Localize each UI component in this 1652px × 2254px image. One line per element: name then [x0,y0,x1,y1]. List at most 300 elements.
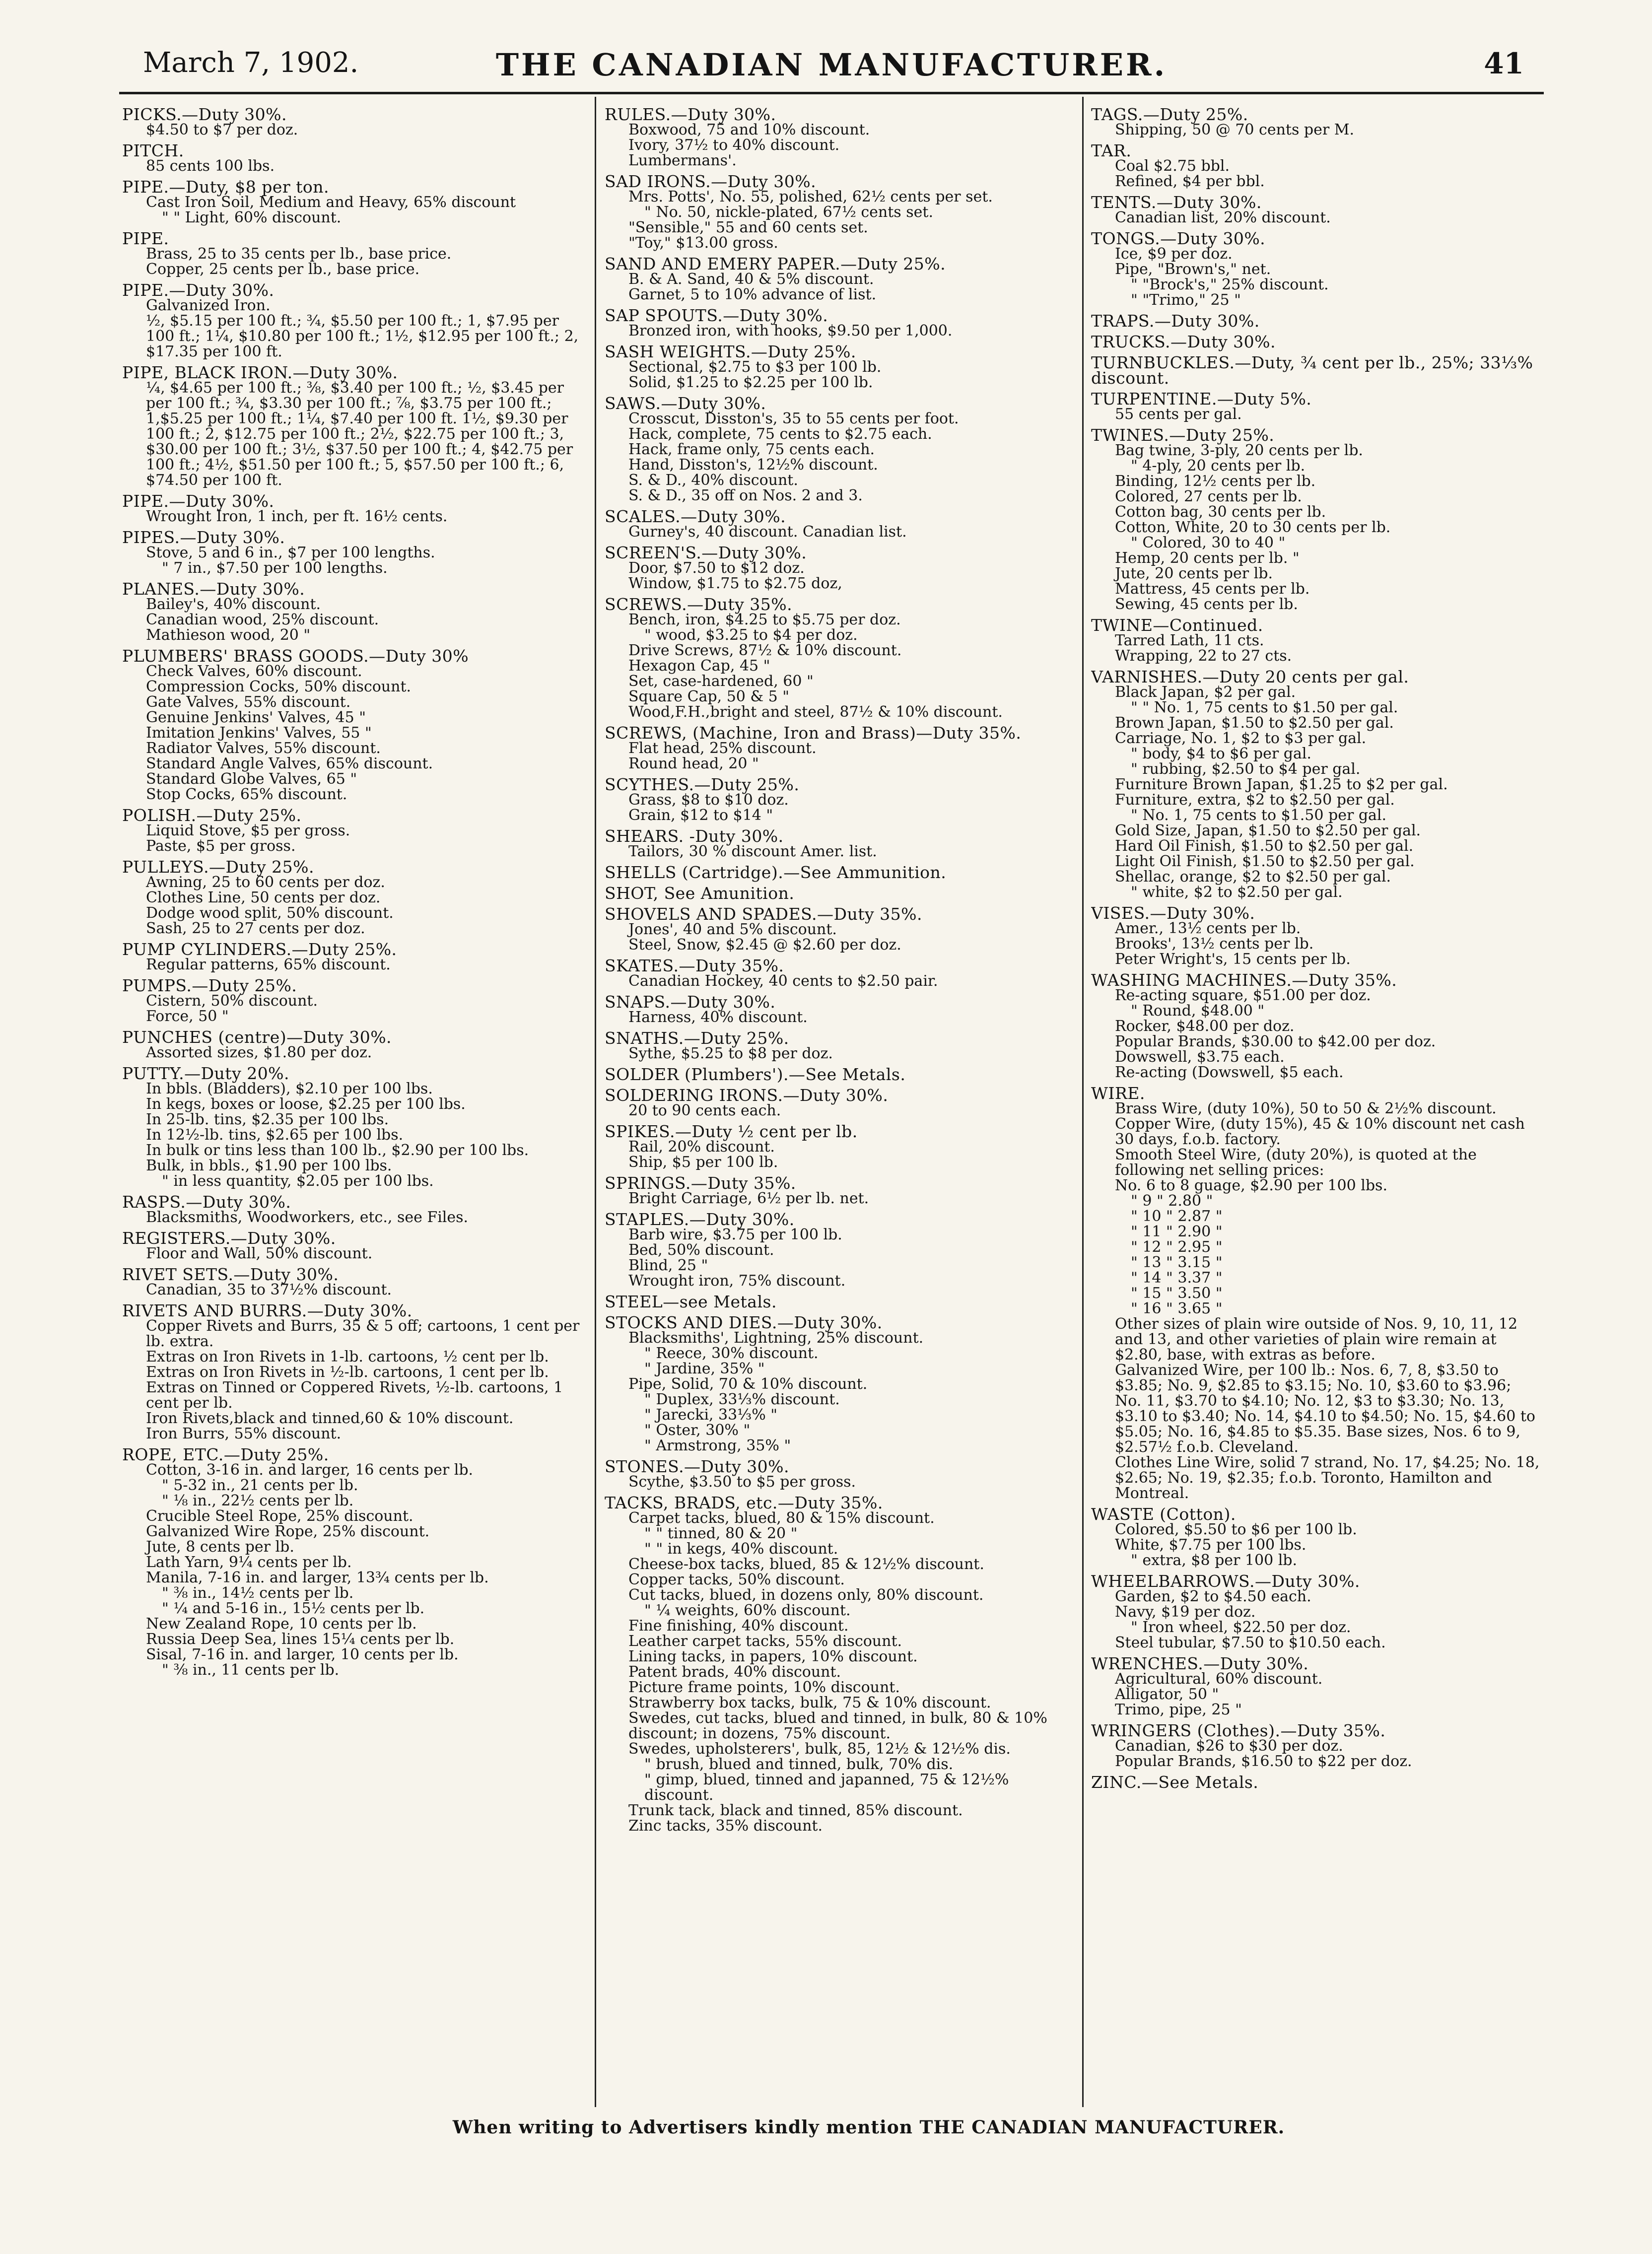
entry-line: Square Cap, 50 & 5 " [628,688,790,705]
entry-line: Check Valves, 60% discount. [146,663,362,680]
entry-heading: SCYTHES.—Duty 25%. [605,775,800,794]
price-entry [122,1267,586,1298]
entry-line: Light Oil Finish, $1.50 to $2.50 per gal. [1115,853,1415,870]
entry-line: " " in kegs, 40% discount. [644,1540,838,1558]
entry-line: Wood,F.H.,bright and steel, 87½ & 10% discount. [628,703,1003,721]
price-entry [122,1029,586,1060]
entry-heading: VARNISHES.—Duty 20 cents per gal. [1091,667,1409,686]
price-entry [1091,1086,1540,1501]
price-entry [122,859,586,936]
entry-heading: PLANES.—Duty 30%. [122,579,305,599]
entry-line: Gurney's, 40 discount. Canadian list. [628,523,907,541]
entry-heading: SAP SPOUTS.—Duty 30%. [605,306,828,325]
entry-line: Swedes, cut tacks, blued and tinned, in bulk, 80 & 10% discount; in dozens, 75% discount. [628,1709,1047,1742]
price-entry [122,530,586,576]
entry-line: Tarred Lath, 11 cts. [1115,632,1264,649]
entry-line: " " tinned, 80 & 20 " [644,1525,798,1542]
price-entry [605,886,1076,901]
entry-heading: SAND AND EMERY PAPER.—Duty 25%. [605,254,946,273]
entry-line: 55 cents per gal. [1115,406,1242,423]
entry-line: Other sizes of plain wire outside of Nos. 9, 10, 11, 12 and 13, and other varieties of plain wire remain at $2.80, base, with extras as before. [1115,1315,1518,1364]
entry-line: Lining tacks, in papers, 10% discount. [628,1648,918,1665]
entry-heading: SAWS.—Duty 30%. [605,394,766,413]
price-entry [605,958,1076,989]
entry-heading: SPRINGS.—Duty 35%. [605,1173,796,1193]
entry-line: Agricultural, 60% discount. [1115,1670,1323,1688]
entry-heading: TAGS.—Duty 25%. [1091,107,1248,124]
price-entry [122,143,586,174]
entry-line: Radiator Valves, 55% discount. [146,740,381,757]
entry-line: " wood, $3.25 to $4 per doz. [644,626,858,644]
entry-line: Bed, 50% discount. [628,1241,774,1259]
entry-line: Re-acting square, $51.00 per doz. [1115,987,1371,1004]
entry-heading: PIPE.—Duty, $8 per ton. [122,177,330,197]
price-entry [605,725,1076,771]
entry-line: Cut tacks, blued, in dozens only, 80% discount. [628,1586,984,1604]
entry-heading: PITCH. [122,141,184,160]
entry-line: Mrs. Potts', No. 55, polished, 62½ cents per set. [628,188,993,205]
price-entry [1091,669,1540,900]
entry-line: Manila, 7-16 in. and larger, 13¾ cents per lb. [146,1569,489,1586]
price-entry [122,1194,586,1225]
price-entry [122,1066,586,1189]
entry-line: Copper, 25 cents per lb., base price. [146,261,420,278]
entry-line: Trimo, pipe, 25 " [1115,1701,1242,1718]
entry-line: Cotton, 3-16 in. and larger, 16 cents per lb. [146,1461,474,1479]
entry-heading: SASH WEIGHTS.—Duty 25%. [605,342,856,361]
entry-heading: RASPS.—Duty 30%. [122,1192,291,1212]
price-column-2 [605,107,1076,2092]
entry-line: Colored, $5.50 to $6 per 100 lb. [1115,1521,1357,1538]
column-divider [1082,97,1084,2107]
entry-line: Clothes Line Wire, solid 7 strand, No. 17, $4.25; No. 18, $2.65; No. 19, $2.35; f.o.b. Toronto, Hamilton and Montreal. [1115,1454,1540,1502]
entry-line: " in less quantity, $2.05 per 100 lbs. [162,1172,434,1190]
entry-line: Extras on Iron Rivets in 1-lb. cartoons, ½ cent per lb. [146,1348,549,1366]
entry-line: " Reece, 30% discount. [644,1345,819,1362]
entry-line: Hack, complete, 75 cents to $2.75 each. [628,425,932,443]
entry-line: Furniture, extra, $2 to $2.50 per gal. [1115,791,1395,809]
entry-line: " "Trimo," 25 " [1131,291,1241,309]
entry-line: " ¼ and 5-16 in., 15½ cents per lb. [162,1600,425,1617]
price-entry [1091,195,1540,225]
entry-line: Swedes, upholsterers', bulk, 85, 12½ & 12½% dis. [628,1740,1011,1758]
entry-line: Mathieson wood, 20 " [146,626,311,644]
entry-heading: WIRE. [1091,1084,1145,1103]
price-column-1 [122,107,586,2092]
entry-heading: WASTE (Cotton). [1091,1504,1236,1524]
entry-line: Bronzed iron, with hooks, $9.50 per 1,000. [628,322,953,340]
entry-line: Grain, $12 to $14 " [628,807,773,824]
price-entry [1091,334,1540,349]
entry-line: Galvanized Iron. [146,297,271,314]
entry-line: Coal $2.75 bbl. [1115,157,1230,175]
entry-line: Sythe, $5.25 to $8 per doz. [628,1045,833,1062]
entry-heading: TURNBUCKLES.—Duty, ¾ cent per lb., 25%; 33⅓% discount. [1091,353,1533,388]
entry-line: Cast Iron Soil, Medium and Heavy, 65% discount [146,194,516,211]
entry-line: Binding, 12½ cents per lb. [1115,473,1316,490]
entry-heading: TURPENTINE.—Duty 5%. [1091,389,1312,409]
entry-line: Hemp, 20 cents per lb. " [1115,549,1300,567]
entry-heading: TRUCKS.—Duty 30%. [1091,332,1276,351]
entry-line: Blacksmiths, Woodworkers, etc., see Files. [146,1209,469,1226]
entry-line: White, $7.75 per 100 lbs. [1115,1536,1307,1554]
entry-heading: SHEARS. -Duty 30%. [605,826,784,846]
entry-heading: RIVETS AND BURRS.—Duty 30%. [122,1301,413,1320]
entry-line: $4.50 to $7 per doz. [146,121,298,138]
entry-line: In kegs, boxes or loose, $2.25 per 100 lbs. [146,1095,466,1113]
price-entry [605,1294,1076,1309]
entry-line: Liquid Stove, $5 per gross. [146,822,350,839]
entry-line: Extras on Iron Rivets in ½-lb. cartoons, 1 cent per lb. [146,1364,549,1381]
price-entry [605,107,1076,168]
price-entry [122,365,586,488]
entry-line: Stove, 5 and 6 in., $7 per 100 lengths. [146,544,435,561]
entry-line: Pipe, Solid, 70 & 10% discount. [628,1375,868,1393]
entry-line: Blind, 25 " [628,1257,708,1274]
entry-line: Black Japan, $2 per gal. [1115,683,1296,701]
price-entry [1091,1506,1540,1568]
entry-line: Gate Valves, 55% discount. [146,693,351,711]
entry-heading: TONGS.—Duty 30%. [1091,229,1266,248]
entry-line: S. & D., 35 off on Nos. 2 and 3. [628,487,863,504]
entry-line: Navy, $19 per doz. [1115,1603,1256,1621]
entry-line: " gimp, blued, tinned and japanned, 75 & 12½% discount. [644,1771,1009,1804]
entry-line: Ship, $5 per 100 lb. [628,1154,778,1171]
entry-line: Ice, $9 per doz. [1115,245,1233,263]
entry-line: Regular patterns, 65% discount. [146,956,391,973]
entry-line: Fine finishing, 40% discount. [628,1617,849,1635]
price-column-3 [1091,107,1540,2092]
entry-line: Steel, Snow, $2.45 @ $2.60 per doz. [628,936,901,954]
entry-line: Copper tacks, 50% discount. [628,1571,845,1588]
entry-line: Ivory, 37½ to 40% discount. [628,137,840,154]
price-entry [1091,313,1540,329]
price-entry [1091,972,1540,1080]
entry-heading: SKATES.—Duty 35%. [605,956,784,975]
entry-line: " 14 " 3.37 " [1131,1269,1223,1287]
entry-heading: SAD IRONS.—Duty 30%. [605,172,817,191]
price-entry [605,865,1076,880]
entry-line: Canadian, $26 to $30 per doz. [1115,1737,1343,1755]
entry-heading: STONES.—Duty 30%. [605,1457,789,1476]
entry-line: Trunk tack, black and tinned, 85% discount. [628,1802,963,1819]
price-entry [605,1067,1076,1082]
entry-heading: SOLDER (Plumbers').—See Metals. [605,1065,906,1084]
entry-line: " "Brock's," 25% discount. [1131,276,1329,293]
entry-heading: SHOVELS AND SPADES.—Duty 35%. [605,904,922,924]
entry-heading: TWINES.—Duty 25%. [1091,425,1275,445]
entry-line: Amer., 13½ cents per lb. [1115,920,1301,937]
entry-line: Extras on Tinned or Coppered Rivets, ½-lb. cartoons, 1 cent per lb. [146,1379,563,1412]
entry-line: Popular Brands, $30.00 to $42.00 per doz. [1115,1033,1436,1050]
entry-line: Steel tubular, $7.50 to $10.50 each. [1115,1634,1386,1651]
entry-line: " Round, $48.00 " [1131,1002,1265,1020]
entry-line: " ⅛ in., 22½ cents per lb. [162,1492,354,1509]
price-entry [1091,1775,1540,1790]
entry-line: Garnet, 5 to 10% advance of list. [628,286,877,303]
price-entry [122,282,586,359]
entry-heading: PUMPS.—Duty 25%. [122,976,297,995]
price-entry [1091,231,1540,308]
entry-line: Solid, $1.25 to $2.25 per 100 lb. [628,374,873,391]
entry-heading: PUNCHES (centre)—Duty 30%. [122,1027,392,1047]
entry-heading: STOCKS AND DIES.—Duty 30%. [605,1313,883,1332]
entry-heading: POLISH.—Duty 25%. [122,806,302,825]
entry-heading: SHELLS (Cartridge).—See Ammunition. [605,863,947,882]
entry-heading: VISES.—Duty 30%. [1091,903,1255,923]
price-entry [1091,1573,1540,1650]
entry-line: Garden, $2 to $4.50 each. [1115,1588,1311,1605]
entry-heading: PIPES.—Duty 30%. [122,528,285,547]
entry-line: In bbls. (Bladders), $2.10 per 100 lbs. [146,1080,433,1097]
column-divider [595,97,596,2107]
entry-line: Standard Globe Valves, 65 " [146,770,357,788]
entry-line: Cistern, 50% discount. [146,992,318,1010]
entry-line: Russia Deep Sea, lines 15¼ cents per lb. [146,1631,455,1648]
price-entry [605,308,1076,339]
entry-line: Pipe, "Brown's," net. [1115,261,1271,278]
price-entry [122,581,586,643]
entry-line: Standard Angle Valves, 65% discount. [146,755,433,772]
entry-heading: TRAPS.—Duty 30%. [1091,311,1260,331]
entry-heading: STAPLES.—Duty 30%. [605,1210,795,1229]
entry-line: Flat head, 25% discount. [628,740,817,757]
price-entry [605,174,1076,251]
advertiser-footer: When writing to Advertisers kindly mention THE CANADIAN MANUFACTURER. [452,2117,1285,2138]
price-entry [605,509,1076,540]
entry-line: Smooth Steel Wire, (duty 20%), is quoted at the following net selling prices: [1115,1146,1477,1179]
entry-line: Cotton bag, 30 cents per lb. [1115,503,1326,521]
entry-line: Rail, 20% discount. [628,1138,775,1156]
entry-heading: RIVET SETS.—Duty 30%. [122,1265,339,1284]
entry-heading: PICKS.—Duty 30%. [122,107,287,124]
entry-line: Jute, 20 cents per lb. [1115,565,1273,582]
price-entry [605,906,1076,953]
entry-line: Iron Burrs, 55% discount. [146,1425,342,1442]
entry-line: No. 6 to 8 guage, $2.90 per 100 lbs. [1115,1177,1387,1194]
entry-line: Hand, Disston's, 12½% discount. [628,456,878,474]
entry-line: Round head, 20 " [628,755,759,772]
entry-line: Canadian wood, 25% discount. [146,611,379,628]
entry-heading: SHOT, See Amunition. [605,884,795,903]
entry-line: " 13 " 3.15 " [1131,1254,1223,1271]
entry-line: " Jardine, 35% " [644,1360,765,1377]
entry-line: Bright Carriage, 6½ per lb. net. [628,1190,869,1207]
entry-line: Bulk, in bbls., $1.90 per 100 lbs. [146,1157,392,1174]
entry-line: Canadian, 35 to 37½% discount. [146,1281,392,1298]
entry-line: Paste, $5 per gross. [146,837,296,855]
entry-line: " Colored, 30 to 40 " [1131,534,1286,551]
entry-line: Stop Cocks, 65% discount. [146,786,347,803]
price-entry [605,1124,1076,1170]
entry-line: " extra, $8 per 100 lb. [1131,1552,1298,1569]
entry-line: " 5-32 in., 21 cents per lb. [162,1477,358,1494]
entry-line: " 15 " 3.50 " [1131,1285,1223,1302]
entry-heading: ROPE, ETC.—Duty 25%. [122,1445,329,1464]
price-entry [122,179,586,225]
entry-line: Sisal, 7-16 in. and larger, 10 cents per lb. [146,1646,459,1663]
entry-line: Peter Wright's, 15 cents per lb. [1115,951,1351,968]
price-entry [605,1088,1076,1118]
entry-line: " " Light, 60% discount. [162,209,342,226]
entry-heading: PULLEYS.—Duty 25%. [122,857,315,877]
entry-heading: TAR. [1091,141,1132,160]
price-entry [605,828,1076,859]
entry-line: " 7 in., $7.50 per 100 lengths. [162,559,388,577]
entry-heading: SCREEN'S.—Duty 30%. [605,543,807,562]
price-entry [1091,143,1540,189]
price-entry [122,1303,586,1441]
entry-line: Force, 50 " [146,1008,229,1025]
entry-line: " No. 50, nickle-plated, 67½ cents set. [644,204,933,221]
entry-line: In 25-lb. tins, $2.35 per 100 lbs. [146,1111,389,1128]
entry-line: Sewing, 45 cents per lb. [1115,596,1298,613]
entry-heading: REGISTERS.—Duty 30%. [122,1229,336,1248]
entry-line: Picture frame points, 10% discount. [628,1679,900,1696]
price-entry [1091,391,1540,422]
entry-line: 85 cents 100 lbs. [146,157,275,175]
entry-line: Wrapping, 22 to 27 cts. [1115,647,1292,665]
entry-line: " Jarecki, 33⅓% " [644,1406,778,1424]
entry-line: Awning, 25 to 60 cents per doz. [146,874,385,891]
entry-line: " 10 " 2.87 " [1131,1208,1223,1225]
entry-line: Alligator, 50 " [1115,1686,1219,1703]
price-entry [605,1459,1076,1490]
entry-line: Leather carpet tacks, 55% discount. [628,1633,902,1650]
price-entry [122,1447,586,1678]
entry-line: Hexagon Cap, 45 " [628,657,770,675]
price-entry [122,493,586,524]
entry-line: Floor and Wall, 50% discount. [146,1245,373,1262]
entry-line: " brush, blued and tinned, bulk, 70% dis. [644,1756,954,1773]
entry-heading: TACKS, BRADS, etc.—Duty 35%. [605,1493,883,1512]
price-entry [122,231,586,277]
entry-line: Carpet tacks, blued, 80 & 15% discount. [628,1509,935,1527]
price-entry [605,597,1076,720]
entry-line: Furniture Brown Japan, $1.25 to $2 per gal. [1115,776,1448,793]
entry-line: B. & A. Sand, 40 & 5% discount. [628,271,874,288]
price-entry [122,978,586,1024]
price-entry [122,107,586,137]
entry-line: ¼, $4.65 per 100 ft.; ⅜, $3.40 per 100 ft.; ½, $3.45 per per 100 ft.; ¾, $3.30 per 100 ft.; ⅞, $3.75 per 100 ft.; 1,$5.25 per 100 ft.; 1¼, $7.40 per 100 ft. 1½, $9.30 per 100 ft.; 2, $12.75 per 100 ft.; 2½, $22.75 per 100 ft.; 3, $30.00 per 100 ft.; 3½, $37.50 per 100 ft.; 4, $42.75 per 100 ft.; 4½, $51.50 per 100 ft.; 5, $57.50 per 100 ft.; 6, $74.50 per 100 ft. [146,379,573,489]
entry-line: Brass, 25 to 35 cents per lb., base price. [146,245,452,263]
price-entry [1091,427,1540,612]
entry-line: " 12 " 2.95 " [1131,1238,1223,1256]
entry-heading: PLUMBERS' BRASS GOODS.—Duty 30% [122,646,469,666]
entry-line: " white, $2 to $2.50 per gal. [1131,884,1343,901]
entry-line: Genuine Jenkins' Valves, 45 " [146,709,366,726]
entry-line: " ¼ weights, 60% discount. [644,1602,851,1619]
price-entry [122,648,586,802]
publication-title: THE CANADIAN MANUFACTURER. [495,47,1168,83]
entry-heading: SPIKES.—Duty ½ cent per lb. [605,1122,858,1141]
price-entry [1091,617,1540,664]
entry-heading: SNATHS.—Duty 25%. [605,1028,789,1048]
entry-line: " 16 " 3.65 " [1131,1300,1223,1317]
entry-line: Lumbermans'. [628,152,737,169]
entry-line: Brass Wire, (duty 10%), 50 to 50 & 2½% discount. [1115,1100,1497,1117]
entry-line: " Armstrong, 35% " [644,1437,791,1454]
entry-line: Imitation Jenkins' Valves, 55 " [146,724,372,742]
entry-line: Bag twine, 3-ply, 20 cents per lb. [1115,442,1363,459]
issue-date: March 7, 1902. [143,47,359,79]
entry-line: Drive Screws, 87½ & 10% discount. [628,642,902,659]
entry-line: Cheese-box tacks, blued, 85 & 12½% discount. [628,1556,984,1573]
entry-line: " Oster, 30% " [644,1422,751,1439]
entry-line: Harness, 40% discount. [628,1009,808,1026]
entry-line: Assorted sizes, $1.80 per doz. [146,1044,372,1061]
entry-line: Grass, $8 to $10 doz. [628,791,789,809]
entry-line: Window, $1.75 to $2.75 doz, [628,575,842,592]
entry-line: Strawberry box tacks, bulk, 75 & 10% discount. [628,1694,991,1711]
entry-line: Brooks', 13½ cents per lb. [1115,935,1314,953]
entry-heading: STEEL—see Metals. [605,1292,777,1311]
entry-line: Galvanized Wire Rope, 25% discount. [146,1523,430,1540]
entry-line: Sash, 25 to 27 cents per doz. [146,920,365,937]
price-entry [605,545,1076,591]
entry-line: Rocker, $48.00 per doz. [1115,1018,1295,1035]
price-entry [605,1495,1076,1834]
entry-line: Iron Rivets,black and tinned,60 & 10% discount. [146,1410,514,1427]
entry-line: " body, $4 to $6 per gal. [1131,745,1311,762]
entry-heading: SCREWS.—Duty 35%. [605,595,793,614]
entry-line: Copper Rivets and Burrs, 35 & 5 off; cartoons, 1 cent per lb. extra. [146,1317,580,1350]
entry-line: Wrought iron, 75% discount. [628,1272,846,1290]
entry-line: " rubbing, $2.50 to $4 per gal. [1131,760,1361,778]
entry-line: Compression Cocks, 50% discount. [146,678,412,695]
entry-line: "Toy," $13.00 gross. [628,234,778,252]
entry-line: Copper Wire, (duty 15%), 45 & 10% discount net cash 30 days, f.o.b. factory. [1115,1115,1525,1148]
entry-heading: SNAPS.—Duty 30%. [605,992,776,1012]
entry-line: Re-acting (Dowswell, $5 each. [1115,1064,1344,1081]
entry-line: Bench, iron, $4.25 to $5.75 per doz. [628,611,901,628]
price-entry [605,344,1076,390]
entry-line: S. & D., 40% discount. [628,472,798,489]
entry-line: Door, $7.50 to $12 doz. [628,559,805,577]
entry-line: " Duplex, 33⅓% discount. [644,1391,840,1408]
entry-line: Bailey's, 40% discount. [146,596,321,613]
entry-line: Barb wire, $3.75 per 100 lb. [628,1226,842,1243]
entry-line: Popular Brands, $16.50 to $22 per doz. [1115,1753,1412,1770]
entry-line: Shellac, orange, $2 to $2.50 per gal. [1115,868,1391,886]
entry-line: " " No. 1, 75 cents to $1.50 per gal. [1131,699,1398,716]
entry-heading: PIPE. [122,229,169,248]
entry-heading: WASHING MACHINES.—Duty 35%. [1091,970,1397,990]
entry-line: " ⅜ in., 14½ cents per lb. [162,1584,354,1602]
entry-line: " 9 " 2.80 " [1131,1192,1213,1210]
entry-heading: PUMP CYLINDERS.—Duty 25%. [122,940,397,959]
price-entry [605,1030,1076,1061]
entry-line: Hard Oil Finish, $1.50 to $2.50 per gal. [1115,837,1414,855]
entry-line: Scythe, $3.50 to $5 per gross. [628,1473,856,1491]
page-number: 41 [1484,47,1524,80]
entry-heading: TENTS.—Duty 30%. [1091,193,1262,212]
entry-line: Dodge wood split, 50% discount. [146,904,394,922]
entry-line: " 4-ply, 20 cents per lb. [1131,457,1306,475]
entry-line: Crosscut, Disston's, 35 to 55 cents per foot. [628,410,959,427]
entry-line: Tailors, 30 % discount Amer. list. [628,843,877,860]
header-rule [119,92,1544,94]
entry-line: Refined, $4 per bbl. [1115,173,1265,190]
entry-heading: PIPE.—Duty 30%. [122,280,275,300]
entry-heading: WRINGERS (Clothes).—Duty 35%. [1091,1721,1386,1740]
entry-line: Lath Yarn, 9¼ cents per lb. [146,1554,352,1571]
entry-line: In 12½-lb. tins, $2.65 per 100 lbs. [146,1126,404,1144]
entry-line: Clothes Line, 50 cents per doz. [146,889,381,906]
price-entry [1091,1656,1540,1717]
entry-heading: SOLDERING IRONS.—Duty 30%. [605,1086,889,1105]
entry-line: Patent brads, 40% discount. [628,1663,841,1681]
